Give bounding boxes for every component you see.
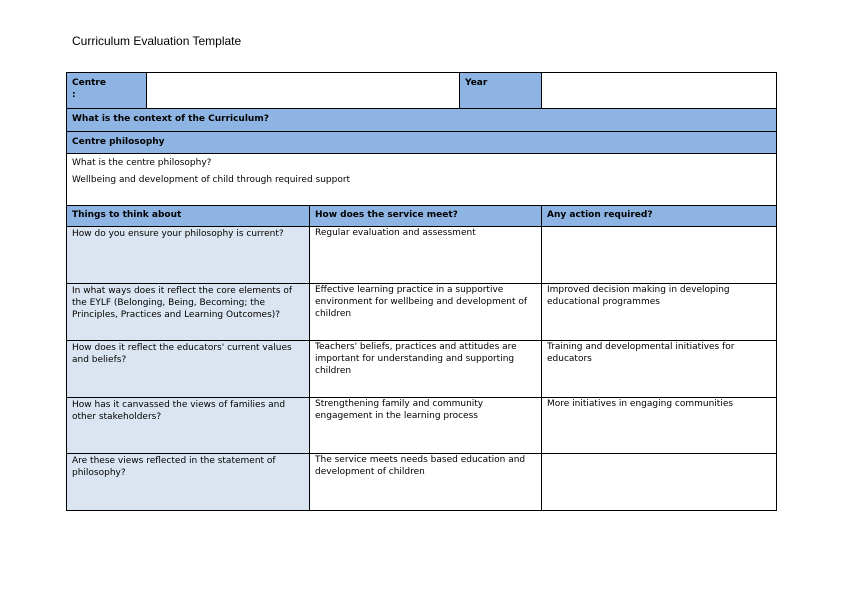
- year-value-field[interactable]: [542, 73, 777, 109]
- service-response-field[interactable]: Teachers' beliefs, practices and attitudes are important for understanding and supporting children: [310, 341, 542, 398]
- section-title-row: [67, 109, 777, 132]
- year-label: Year: [460, 73, 542, 109]
- table-row: [67, 398, 777, 454]
- philosophy-row: [67, 154, 777, 206]
- philosophy-question: What is the centre philosophy?: [72, 158, 212, 168]
- table-row: [67, 454, 777, 511]
- action-response-field[interactable]: Training and developmental initiatives for educators: [542, 341, 777, 398]
- section-title: What is the context of the Curriculum?: [67, 109, 777, 132]
- col-header-service: How does the service meet?: [310, 206, 542, 227]
- centre-label-cell: [67, 73, 147, 109]
- centre-colon: :: [72, 90, 76, 100]
- centre-value-field[interactable]: [147, 73, 460, 109]
- table-row: [67, 341, 777, 398]
- question-cell: In what ways does it reflect the core elements of the EYLF (Belonging, Being, Becoming; the Principles, Practices and Learning Outcomes)?: [67, 284, 310, 341]
- action-response-field[interactable]: [542, 227, 777, 284]
- service-response-field[interactable]: Strengthening family and community engagement in the learning process: [310, 398, 542, 454]
- table-row: [67, 284, 777, 341]
- question-cell: How has it canvassed the views of families and other stakeholders?: [67, 398, 310, 454]
- action-response-field[interactable]: Improved decision making in developing educational programmes: [542, 284, 777, 341]
- subtitle-row: [67, 132, 777, 154]
- centre-philosophy-heading: Centre philosophy: [67, 132, 777, 154]
- col-header-action: Any action required?: [542, 206, 777, 227]
- service-response-field[interactable]: The service meets needs based education and development of children: [310, 454, 542, 511]
- question-cell: Are these views reflected in the statement of philosophy?: [67, 454, 310, 511]
- document-title: Curriculum Evaluation Template: [72, 34, 242, 48]
- philosophy-answer: Wellbeing and development of child through required support: [72, 175, 351, 185]
- question-cell: How do you ensure your philosophy is current?: [67, 227, 310, 284]
- action-response-field[interactable]: [542, 454, 777, 511]
- question-cell: How does it reflect the educators' current values and beliefs?: [67, 341, 310, 398]
- centre-year-row: [67, 73, 777, 109]
- column-header-row: [67, 206, 777, 227]
- evaluation-table: [66, 72, 777, 511]
- centre-label: Centre: [72, 78, 106, 88]
- service-response-field[interactable]: Effective learning practice in a supportive environment for wellbeing and development of children: [310, 284, 542, 341]
- action-response-field[interactable]: More initiatives in engaging communities: [542, 398, 777, 454]
- col-header-things: Things to think about: [67, 206, 310, 227]
- philosophy-cell[interactable]: [67, 154, 777, 206]
- table-row: [67, 227, 777, 284]
- service-response-field[interactable]: Regular evaluation and assessment: [310, 227, 542, 284]
